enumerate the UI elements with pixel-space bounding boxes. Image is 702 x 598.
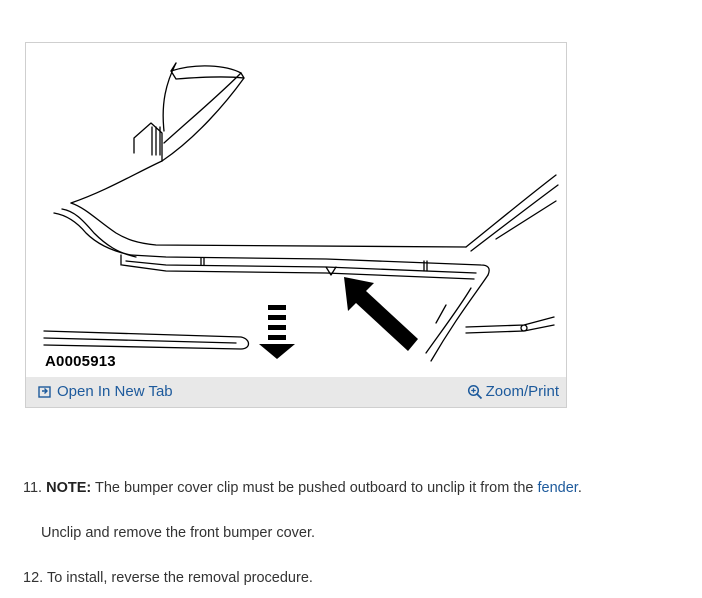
step-text-end: . — [577, 480, 582, 496]
technical-illustration — [25, 42, 567, 408]
step-text: To install, reverse the removal procedure. — [46, 570, 313, 586]
zoom-print-link[interactable] — [467, 383, 559, 400]
figure-toolbar — [26, 377, 566, 407]
bumper-cover-diagram — [26, 43, 566, 377]
figure-code: A0005913 — [45, 353, 116, 370]
zoom-print-label: Zoom/Print — [485, 383, 559, 400]
step-number: 11. — [23, 480, 43, 496]
step-11 — [23, 480, 582, 497]
substep-text: Unclip and remove the front bumper cover. — [41, 525, 316, 541]
step-text: The bumper cover clip must be pushed outboard to unclip it from the — [95, 480, 534, 496]
step-12 — [23, 570, 313, 587]
zoom-magnifier-icon — [467, 384, 486, 400]
note-label: NOTE: — [46, 480, 92, 496]
fender-link[interactable]: fender — [537, 480, 578, 496]
open-new-tab-icon — [38, 385, 57, 398]
step-11-substep — [41, 525, 315, 542]
step-number: 12. — [23, 570, 44, 586]
open-new-tab-link[interactable] — [38, 383, 173, 400]
open-new-tab-label: Open In New Tab — [57, 383, 173, 400]
